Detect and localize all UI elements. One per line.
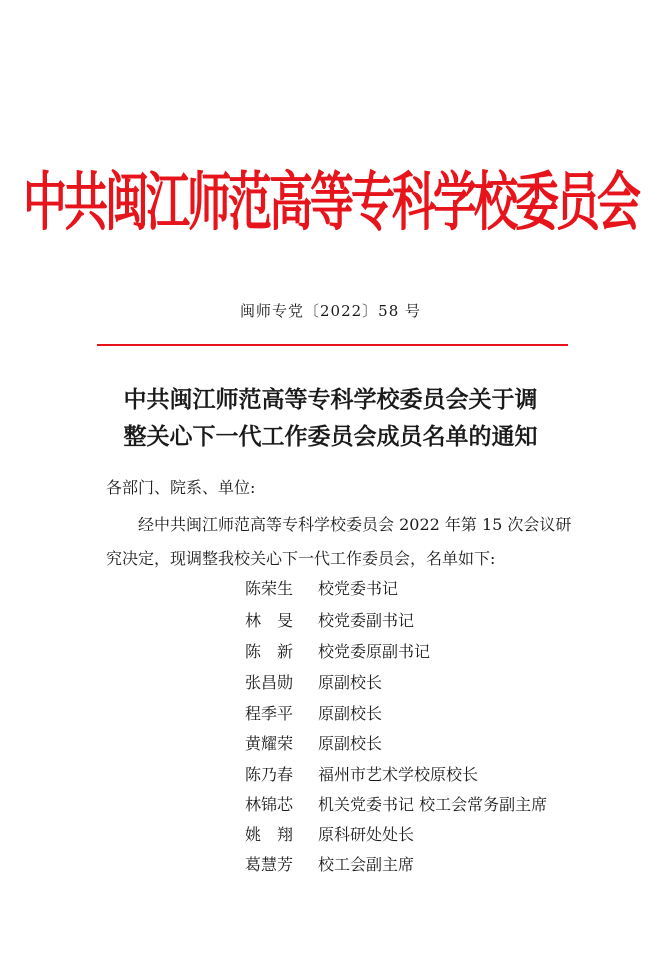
roster-name: 张昌勋 xyxy=(245,673,294,692)
notice-body-paragraph: 经中共闽江师范高等专科学校委员会 2022 年第 15 次会议研究决定，现调整我校关心下一代工作委员会，名单如下: xyxy=(106,515,572,568)
roster-name: 陈荣生 xyxy=(245,579,294,598)
document-number: 闽师专党〔2022〕58 号 xyxy=(239,302,422,320)
roster-name: 林锦芯 xyxy=(245,795,294,814)
issuer-header-title: 中共闽江师范高等专科学校委员会 xyxy=(23,165,638,240)
notice-title xyxy=(70,381,591,455)
roster-position: 校党委书记 xyxy=(318,579,399,598)
roster-position: 原副校长 xyxy=(318,704,383,723)
roster-name: 陈 新 xyxy=(245,642,294,661)
roster-name: 黄耀荣 xyxy=(245,734,294,753)
roster-position: 福州市艺术学校原校长 xyxy=(318,765,479,784)
roster-name: 陈乃春 xyxy=(245,765,294,784)
roster-position: 原科研处处长 xyxy=(318,825,415,844)
red-divider-line xyxy=(97,344,568,346)
roster-position: 校工会副主席 xyxy=(318,855,415,874)
roster-position: 校党委原副书记 xyxy=(318,642,431,661)
roster-name: 林 旻 xyxy=(245,611,294,630)
roster-position: 校党委副书记 xyxy=(318,611,415,630)
roster-name: 程季平 xyxy=(245,704,294,723)
salutation: 各部门、院系、单位: xyxy=(106,478,256,497)
notice-title-line-1: 中共闽江师范高等专科学校委员会关于调 xyxy=(123,386,538,413)
roster-position: 机关党委书记 校工会常务副主席 xyxy=(318,795,548,814)
roster-name: 葛慧芳 xyxy=(245,855,294,874)
roster-position: 原副校长 xyxy=(318,734,383,753)
roster-name: 姚 翔 xyxy=(245,825,294,844)
roster-position: 原副校长 xyxy=(318,673,383,692)
notice-title-line-2: 整关心下一代工作委员会成员名单的通知 xyxy=(123,423,538,450)
